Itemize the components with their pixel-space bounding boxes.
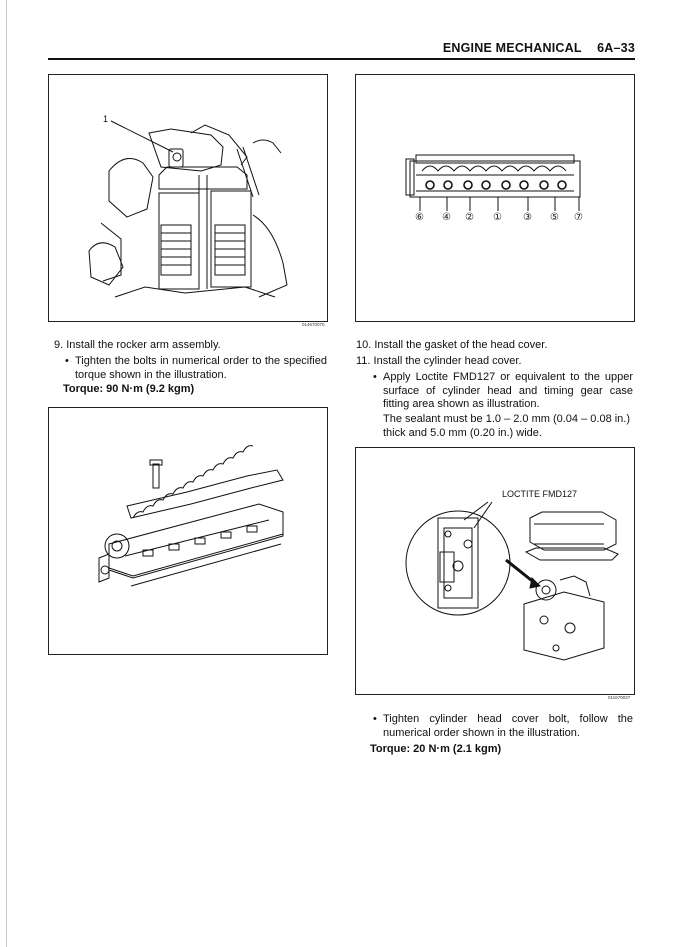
loctite-label: LOCTITE FMD127 — [502, 489, 578, 499]
bolt-number-6: ⑥ — [415, 212, 424, 223]
torque-spec-9: Torque: 90 N·m (9.2 kgm) — [63, 383, 195, 395]
bolt-number-5: ⑤ — [550, 212, 559, 223]
figure-callout-1: 1 — [103, 114, 109, 124]
bolt-number-3: ③ — [523, 212, 532, 223]
page-edge — [6, 0, 7, 947]
bolt-tighten-bullet: Tighten cylinder head cover bolt, follow the numerical order shown in the illustration. — [383, 713, 633, 739]
figure-cylinder-head — [48, 407, 328, 655]
figure-code: 011670037 — [608, 695, 631, 700]
step-11-bullet-glyph: • — [373, 371, 377, 383]
step-9-bullet: Tighten the bolts in numerical order to the specified torque shown in the illustration. — [75, 355, 327, 381]
step-11-note: The sealant must be 1.0 – 2.0 mm (0.04 – 0.08 in.) thick and 5.0 mm (0.20 in.) wide. — [383, 413, 631, 439]
bolt-number-7: ⑦ — [574, 212, 583, 223]
step-11: 11. Install the cylinder head cover. — [356, 355, 522, 367]
step-9-bullet-glyph: • — [65, 355, 69, 367]
figure-code: 014670070 — [302, 322, 325, 327]
bolt-number-1: ① — [493, 212, 502, 223]
step-9: 9. Install the rocker arm assembly. — [54, 339, 221, 351]
figure-loctite-area — [355, 447, 635, 695]
step-11-bullet: Apply Loctite FMD127 or equivalent to the upper surface of cylinder head and timing gear case fitting area shown as illustration. — [383, 371, 633, 410]
bolt-bullet-glyph: • — [373, 713, 377, 725]
head-cover-illustration — [356, 75, 634, 321]
page-number: 6A–33 — [597, 41, 635, 55]
bolt-number-4: ④ — [442, 212, 451, 223]
figure-head-cover-order — [355, 74, 635, 322]
page-header — [443, 41, 635, 55]
header-rule — [48, 58, 635, 60]
figure-rocker-arm — [48, 74, 328, 322]
section-title: ENGINE MECHANICAL — [442, 41, 582, 55]
loctite-illustration — [356, 448, 634, 694]
bolt-number-2: ② — [465, 212, 474, 223]
torque-spec-11: Torque: 20 N·m (2.1 kgm) — [370, 743, 502, 755]
step-10: 10. Install the gasket of the head cover. — [356, 339, 548, 351]
cylinder-head-illustration — [49, 408, 327, 654]
rocker-arm-illustration — [49, 75, 327, 321]
